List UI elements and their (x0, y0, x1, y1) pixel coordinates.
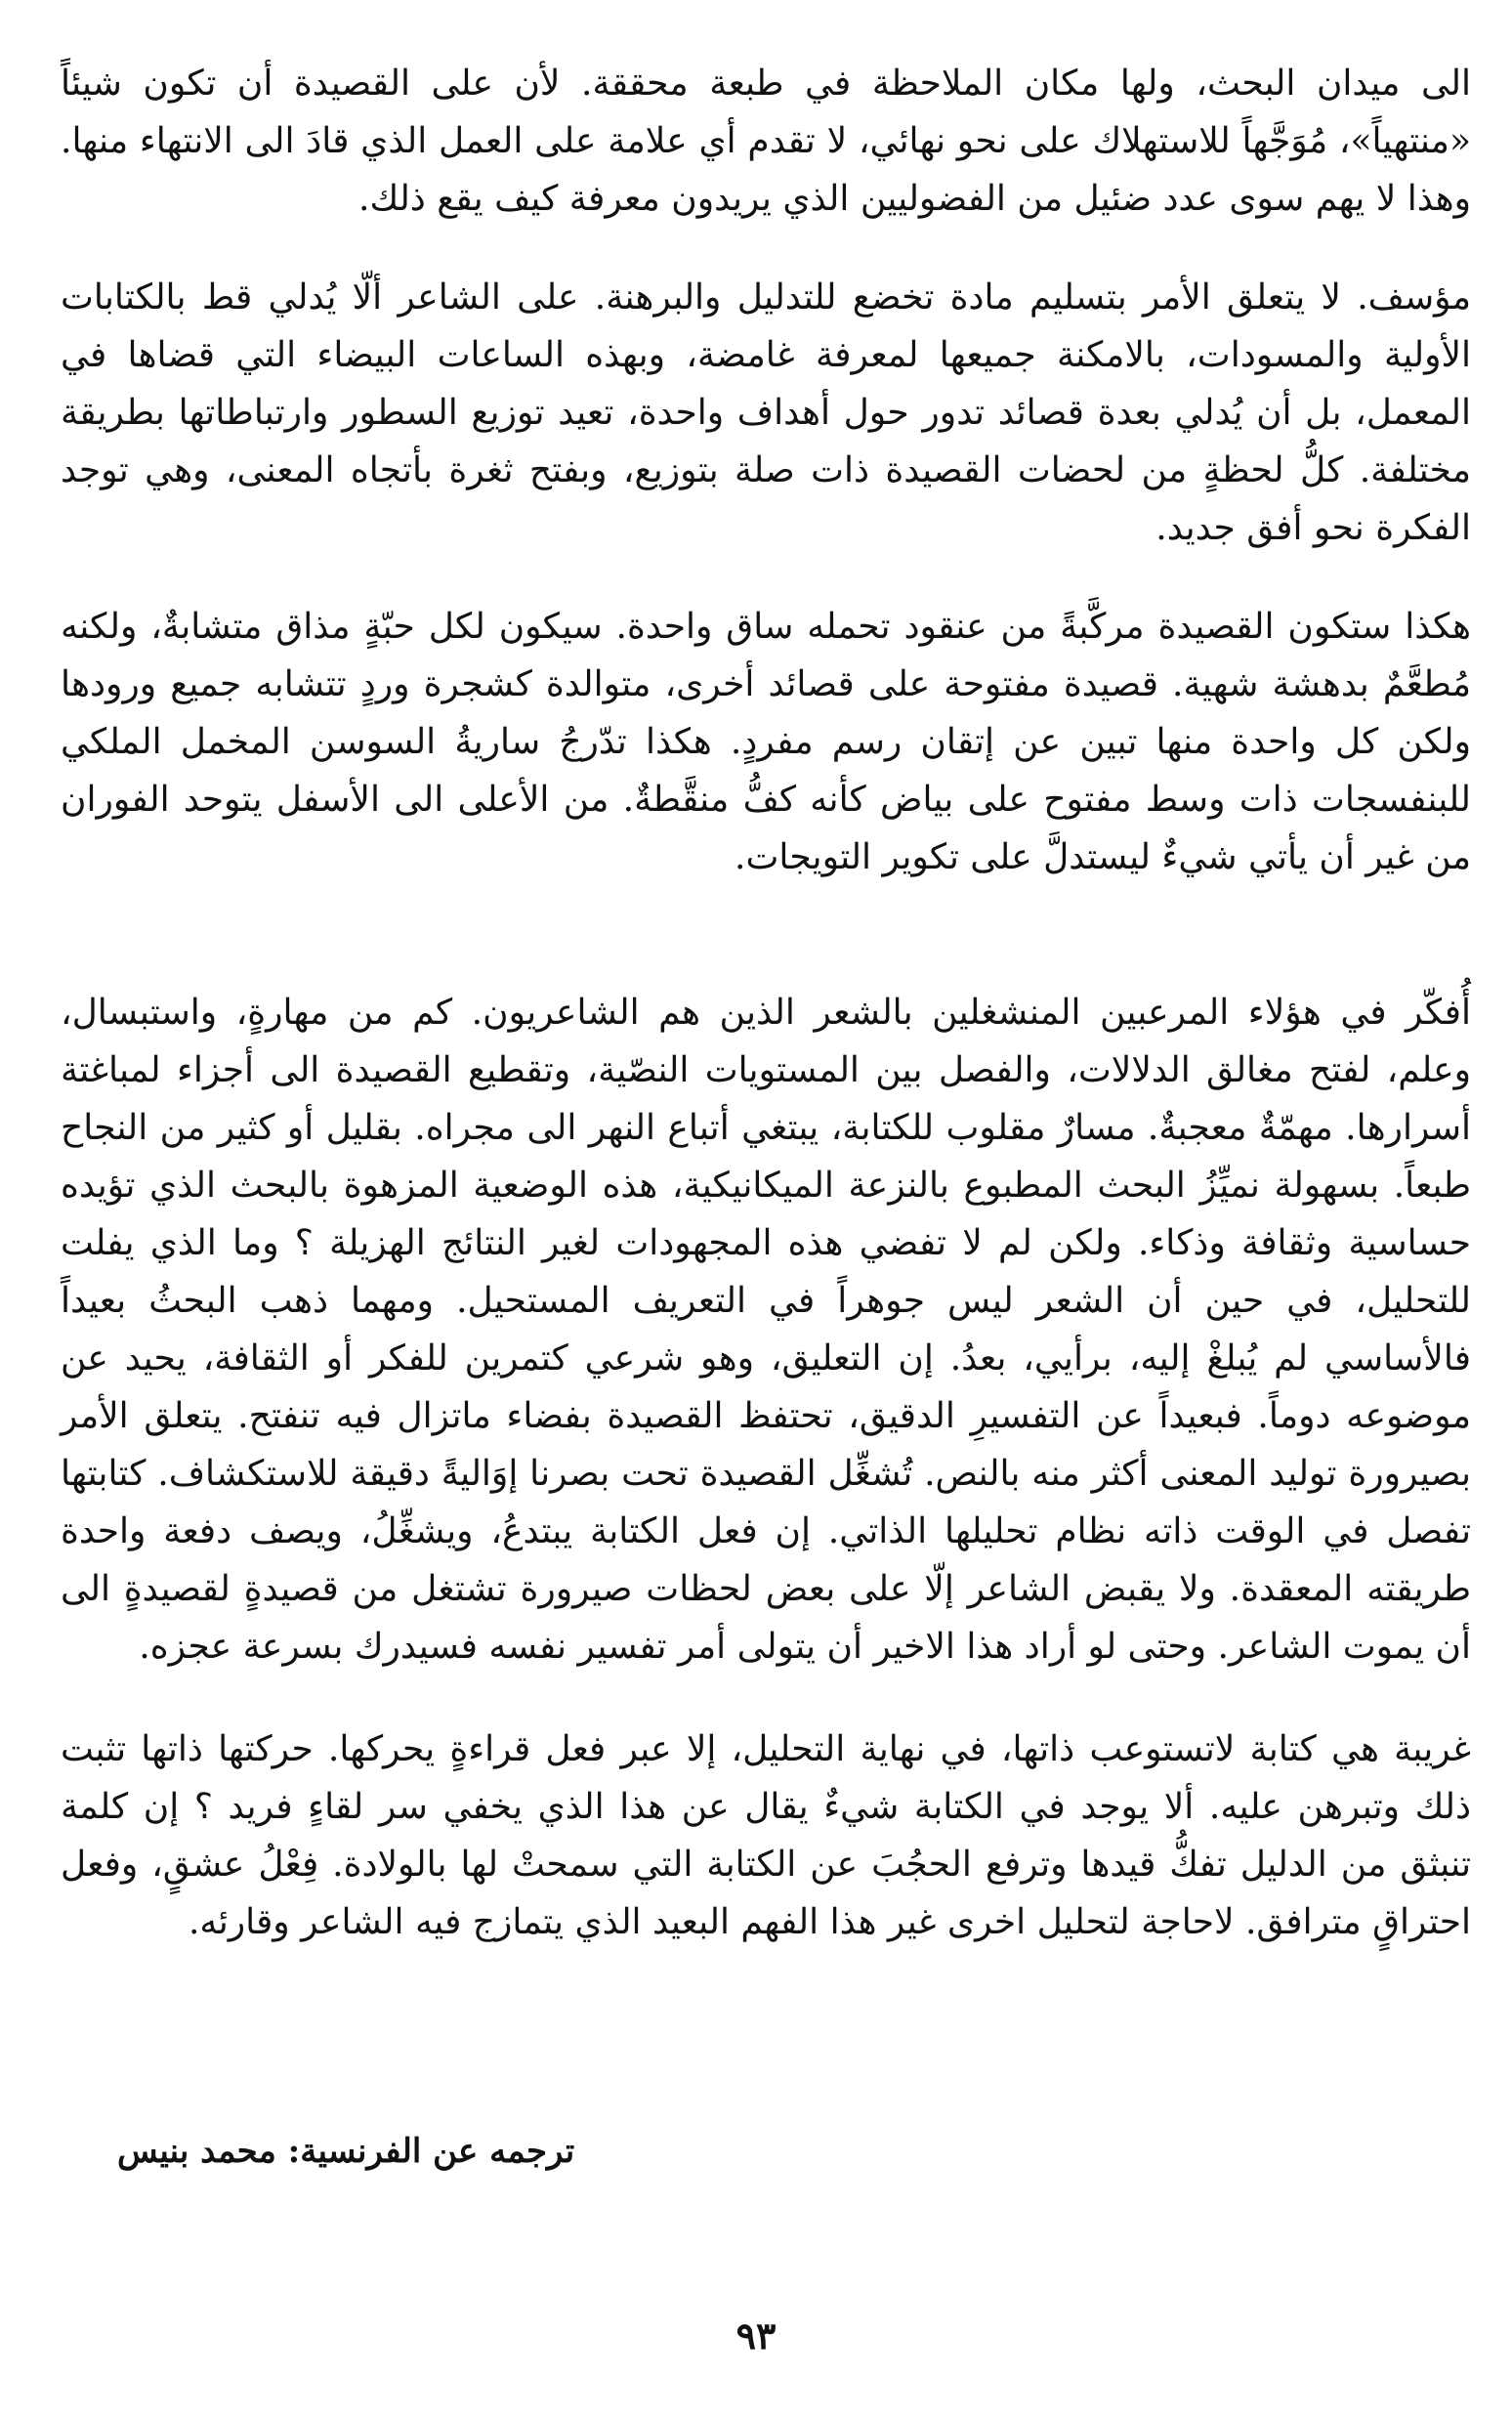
paragraph-3: هكذا ستكون القصيدة مركَّبةً من عنقود تحمله ساق واحدة. سيكون لكل حبّةٍ مذاق متشابةٌ، ولكنه مُطعَّمٌ بدهشة شهية. قصيدة مفتوحة على قصائد أخرى، متوالدة كشجرة وردٍ تتشابه جميع ورودها ولكن كل واحدة منها تبين عن إتقان رسم مفردٍ. هكذا تدّرجُ ساريةُ السوسن المخمل الملكي للبنفسجات ذات وسط مفتوح على بياض كأنه كفُّ منقَّطةٌ. من الأعلى الى الأسفل يتوحد الفوران من غير أن يأتي شيءٌ ليستدلَّ على تكوير التويجات. (61, 607, 1471, 877)
page-number: ٩٣ (735, 2313, 777, 2357)
translator-credit: ترجمه عن الفرنسية: محمد بنيس (117, 2132, 575, 2171)
paragraph-5: غريبة هي كتابة لاتستوعب ذاتها، في نهاية التحليل، إلا عبر فعل قراءةٍ يحركها. حركتها ذاتها تثبت ذلك وتبرهن عليه. ألا يوجد في الكتابة شيءٌ يقال عن هذا الذي يخفي سر لقاءٍ فريد ؟ إن كلمة تنبثق من الدليل تفكُّ قيدها وترفع الحجُبَ عن الكتابة التي سمحتْ لها بالولادة. فِعْلُ عشقٍ، وفعل احتراقٍ مترافق. لاحاجة لتحليل اخرى غير هذا الفهم البعيد الذي يتمازج فيه الشاعر وقارئه. (61, 1729, 1471, 1942)
paragraph-4: أُفكّر في هؤلاء المرعبين المنشغلين بالشعر الذين هم الشاعريون. كم من مهارةٍ، واستبسال، وعلم، لفتح مغالق الدلالات، والفصل بين المستويات النصّية، وتقطيع القصيدة الى أجزاء لمباغتة أسرارها. مهمّةٌ معجبةٌ. مسارٌ مقلوب للكتابة، يبتغي أتباع النهر الى مجراه. بقليل أو كثير من النجاح طبعاً. بسهولة نميِّزُ البحث المطبوع بالنزعة الميكانيكية، هذه الوضعية المزهوة بالبحث الذي تؤيده حساسية وثقافة وذكاء. ولكن لم لا تفضي هذه المجهودات لغير النتائج الهزيلة ؟ وما الذي يفلت للتحليل، في حين أن الشعر ليس جوهراً في التعريف المستحيل. ومهما ذهب البحثُ بعيداً فالأساسي لم يُبلغْ إليه، برأيي، بعدُ. إن التعليق، وهو شرعي كتمرين للفكر أو الثقافة، يحيد عن موضوعه دوماً. فبعيداً عن التفسيرِ الدقيق، تحتفظ القصيدة بفضاء ماتزال فيه تنفتح. يتعلق الأمر بصيرورة توليد المعنى أكثر منه بالنص. تُشغِّل القصيدة تحت بصرنا إوَاليةً دقيقة للاستكشاف. كتابتها تفصل في الوقت ذاته نظام تحليلها الذاتي. إن فعل الكتابة يبتدعُ، ويشغِّلُ، ويصف دفعة واحدة طريقته المعقدة. ولا يقبض الشاعر إلّا على بعض لحظات صيرورة تشتغل من قصيدةٍ لقصيدةٍ الى أن يموت الشاعر. وحتى لو أراد هذا الاخير أن يتولى أمر تفسير نفسه فسيدرك بسرعة عجزه. (61, 993, 1471, 1667)
paragraph-2: مؤسف. لا يتعلق الأمر بتسليم مادة تخضع للتدليل والبرهنة. على الشاعر ألّا يُدلي قط بالكتابات الأولية والمسودات، بالامكنة جميعها لمعرفة غامضة، وبهذه الساعات البيضاء التي قضاها في المعمل، بل أن يُدلي بعدة قصائد تدور حول أهداف واحدة، تعيد توزيع السطور وارتباطاتها بطريقة مختلفة. كلُّ لحظةٍ من لحضات القصيدة ذات صلة بتوزيع، وبفتح ثغرة بأتجاه المعنى، وهي توجد الفكرة نحو أفق جديد. (61, 277, 1471, 548)
paragraph-1: الى ميدان البحث، ولها مكان الملاحظة في طبعة محققة. لأن على القصيدة أن تكون شيئاً «منتهياً»، مُوَجَّهاً للاستهلاك على نحو نهائي، لا تقدم أي علامة على العمل الذي قادَ الى الانتهاء منها. وهذا لا يهم سوى عدد ضئيل من الفضوليين الذي يريدون معرفة كيف يقع ذلك. (61, 64, 1471, 219)
page-body (61, 55, 1471, 1951)
